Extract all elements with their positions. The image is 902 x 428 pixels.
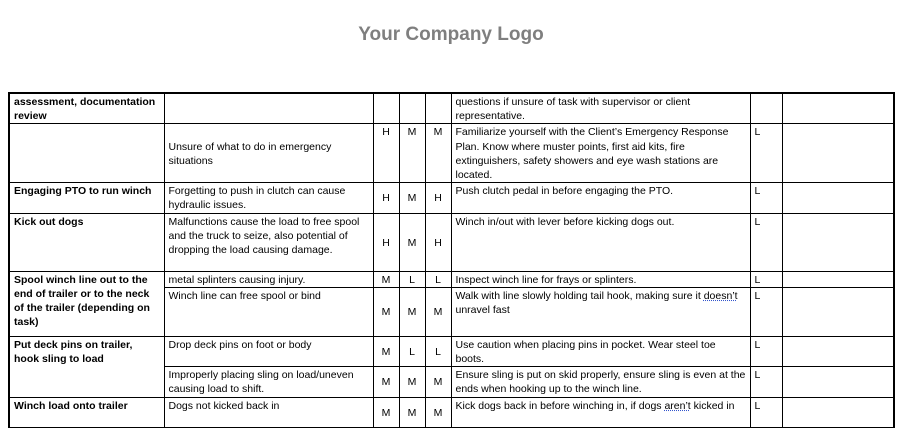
job-step-cell: Put deck pins on trailer, hook sling to load bbox=[9, 336, 164, 397]
job-step-cell: assessment, documentation review bbox=[9, 93, 164, 124]
residual-risk-cell: L bbox=[750, 183, 782, 213]
risk-severity-cell: H bbox=[373, 183, 399, 213]
table-row bbox=[9, 397, 894, 427]
notes-cell bbox=[782, 271, 894, 287]
residual-risk-cell: L bbox=[750, 397, 782, 427]
control-text: unravel fast bbox=[455, 304, 510, 317]
hazard-cell: Unsure of what to do in emergency situations bbox=[164, 124, 373, 183]
hazard-cell: Winch line can free spool or bind bbox=[164, 287, 373, 336]
table-row bbox=[9, 271, 894, 287]
risk-probability-cell: M bbox=[399, 367, 425, 397]
control-cell: Inspect winch line for frays or splinters. bbox=[451, 271, 750, 287]
residual-risk-cell: L bbox=[750, 271, 782, 287]
hazard-cell bbox=[164, 93, 373, 124]
risk-severity-cell: M bbox=[373, 397, 399, 427]
control-text: kicked in bbox=[690, 399, 735, 412]
hazard-cell: Malfunctions cause the load to free spool and the truck to seize, also potential of dropping the load causing damage. bbox=[164, 213, 373, 271]
company-logo: Your Company Logo bbox=[358, 24, 544, 45]
spellcheck-word: aren’t bbox=[664, 399, 691, 412]
spellcheck-word: doesn’t bbox=[703, 289, 738, 302]
job-step-cell: Kick out dogs bbox=[9, 213, 164, 271]
notes-cell bbox=[782, 93, 894, 124]
risk-probability-cell: L bbox=[399, 271, 425, 287]
notes-cell bbox=[782, 287, 894, 336]
control-cell: Use caution when placing pins in pocket. Wear steel toe boots. bbox=[451, 336, 750, 366]
risk-probability-cell: L bbox=[399, 336, 425, 366]
notes-cell bbox=[782, 213, 894, 271]
risk-severity-cell: M bbox=[373, 367, 399, 397]
risk-probability-cell: M bbox=[399, 213, 425, 271]
notes-cell bbox=[782, 124, 894, 183]
risk-severity-cell: H bbox=[373, 124, 399, 183]
table-row bbox=[9, 336, 894, 366]
hazard-cell: Dogs not kicked back in bbox=[164, 397, 373, 427]
risk-probability-cell: M bbox=[399, 124, 425, 183]
risk-rating-cell: M bbox=[425, 397, 451, 427]
control-cell: Push clutch pedal in before engaging the PTO. bbox=[451, 183, 750, 213]
risk-rating-cell: M bbox=[425, 287, 451, 336]
notes-cell bbox=[782, 397, 894, 427]
control-text: Walk with line slowly holding tail hook, making sure it bbox=[455, 289, 704, 302]
risk-severity-cell: M bbox=[373, 271, 399, 287]
hazard-cell: Forgetting to push in clutch can cause hydraulic issues. bbox=[164, 183, 373, 213]
risk-rating-cell bbox=[425, 93, 451, 124]
risk-severity-cell: H bbox=[373, 213, 399, 271]
control-text: Kick dogs back in before winching in, if dogs bbox=[455, 399, 665, 412]
risk-severity-cell: M bbox=[373, 336, 399, 366]
notes-cell bbox=[782, 183, 894, 213]
table-row bbox=[9, 213, 894, 271]
risk-rating-cell: L bbox=[425, 336, 451, 366]
control-cell: Winch in/out with lever before kicking dogs out. bbox=[451, 213, 750, 271]
job-step-cell: Spool winch line out to the end of trailer or to the neck of the trailer (depending on task) bbox=[9, 271, 164, 336]
hazard-cell: metal splinters causing injury. bbox=[164, 271, 373, 287]
risk-rating-cell: H bbox=[425, 183, 451, 213]
control-cell bbox=[451, 287, 750, 336]
table-row bbox=[9, 93, 894, 124]
risk-probability-cell: M bbox=[399, 183, 425, 213]
hazard-cell: Improperly placing sling on load/uneven causing load to shift. bbox=[164, 367, 373, 397]
job-safety-analysis-table bbox=[8, 92, 895, 428]
risk-rating-cell: M bbox=[425, 124, 451, 183]
residual-risk-cell: L bbox=[750, 124, 782, 183]
table-row bbox=[9, 183, 894, 213]
residual-risk-cell: L bbox=[750, 367, 782, 397]
risk-probability-cell: M bbox=[399, 397, 425, 427]
control-cell: Familiarize yourself with the Client’s Emergency Response Plan. Know where muster points, first aid kits, fire extinguishers, safety showers and eye wash stations are located. bbox=[451, 124, 750, 183]
notes-cell bbox=[782, 367, 894, 397]
risk-probability-cell bbox=[399, 93, 425, 124]
risk-severity-cell bbox=[373, 93, 399, 124]
residual-risk-cell: L bbox=[750, 213, 782, 271]
job-step-cell: Engaging PTO to run winch bbox=[9, 183, 164, 213]
job-step-cell: Winch load onto trailer bbox=[9, 397, 164, 427]
risk-probability-cell: M bbox=[399, 287, 425, 336]
notes-cell bbox=[782, 336, 894, 366]
table-row bbox=[9, 124, 894, 183]
hazard-cell: Drop deck pins on foot or body bbox=[164, 336, 373, 366]
residual-risk-cell: L bbox=[750, 336, 782, 366]
risk-rating-cell: M bbox=[425, 367, 451, 397]
residual-risk-cell bbox=[750, 93, 782, 124]
job-step-cell bbox=[9, 124, 164, 183]
control-cell bbox=[451, 397, 750, 427]
residual-risk-cell: L bbox=[750, 287, 782, 336]
risk-rating-cell: H bbox=[425, 213, 451, 271]
control-cell: questions if unsure of task with supervisor or client representative. bbox=[451, 93, 750, 124]
risk-rating-cell: L bbox=[425, 271, 451, 287]
control-cell: Ensure sling is put on skid properly, ensure sling is even at the ends when hooking up to the winch line. bbox=[451, 367, 750, 397]
risk-severity-cell: M bbox=[373, 287, 399, 336]
